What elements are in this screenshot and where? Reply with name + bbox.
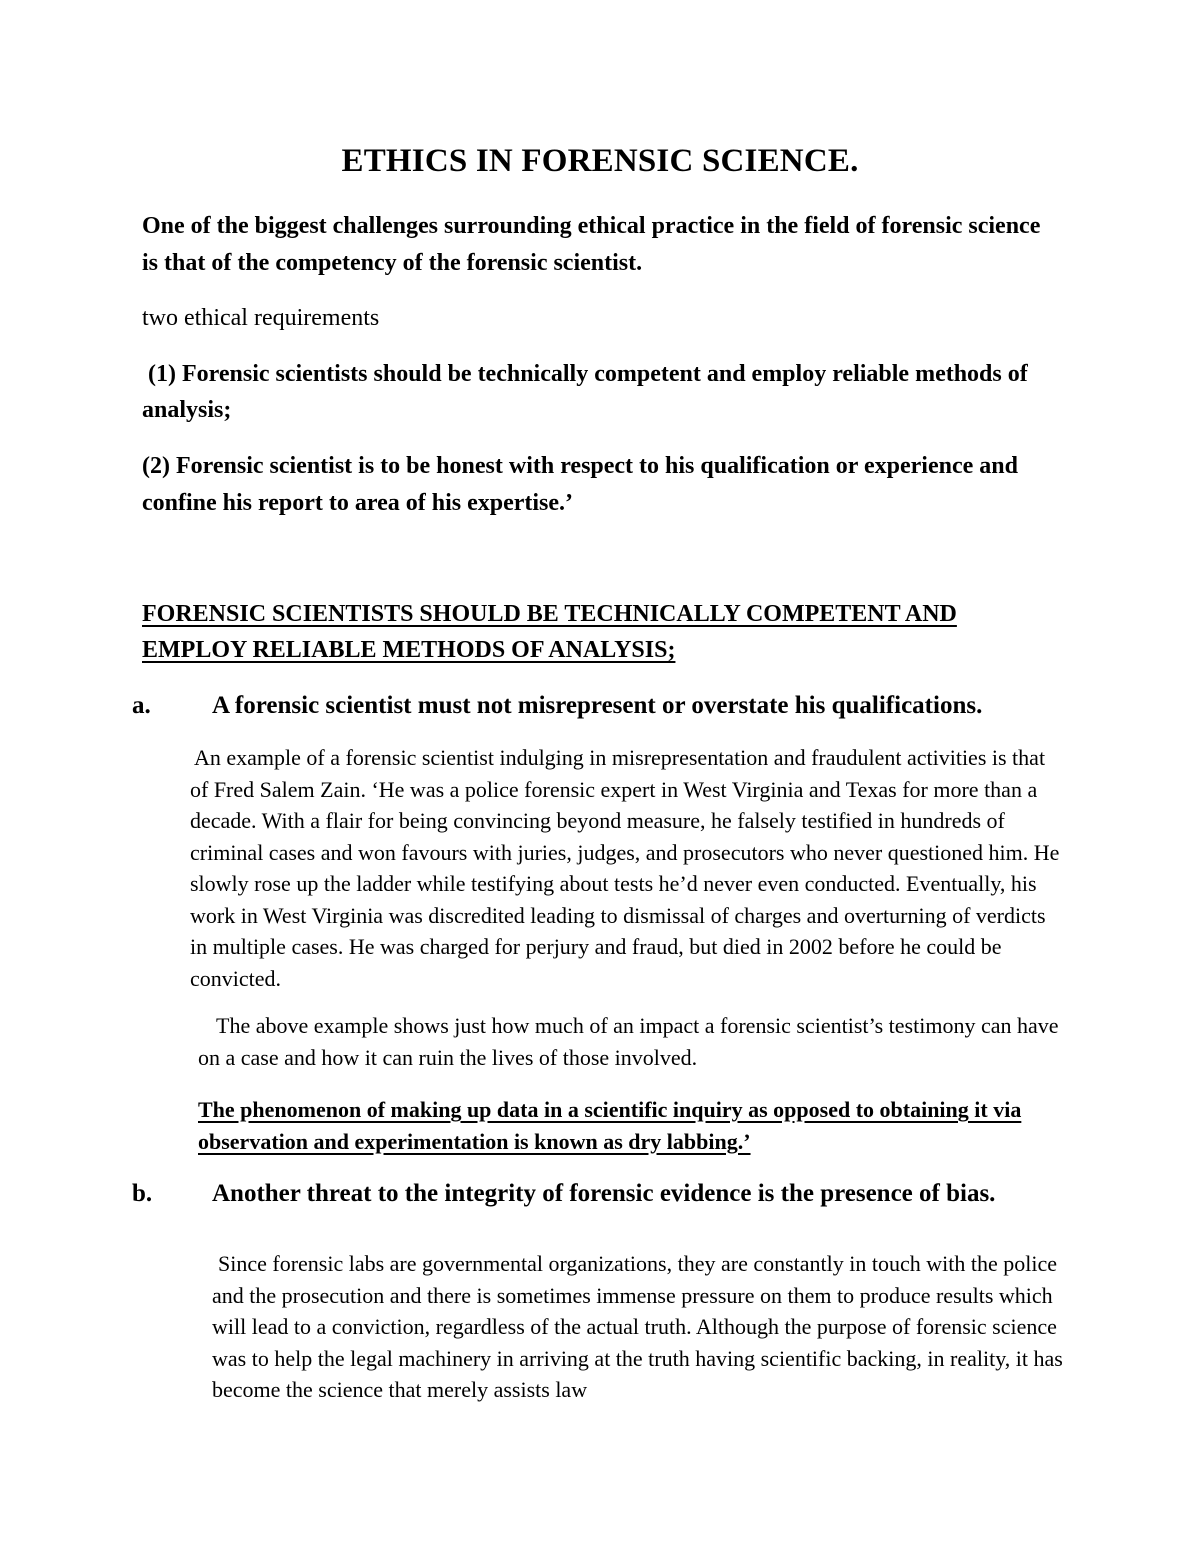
point-b-heading-text: Another threat to the integrity of forensic evidence is the presence of bias.: [212, 1180, 996, 1207]
section-heading: FORENSIC SCIENTISTS SHOULD BE TECHNICALLY COMPETENT AND EMPLOY RELIABLE METHODS OF ANALYSIS;: [142, 601, 957, 663]
point-b-heading: [132, 1176, 1072, 1212]
point-a-heading: [132, 688, 1072, 724]
dry-labbing-definition: The phenomenon of making up data in a scientific inquiry as opposed to obtaining it via observation and experimentation is known as dry labbing.’: [198, 1097, 1022, 1154]
point-b-marker: b.: [132, 1180, 153, 1207]
requirement-1: (1) Forensic scientists should be technically competent and employ reliable methods of analysis;: [142, 361, 1034, 423]
point-a-heading-text: A forensic scientist must not misrepresent or overstate his qualifications.: [212, 692, 983, 719]
page-title: ETHICS IN FORENSIC SCIENCE.: [341, 143, 859, 179]
point-a-marker: a.: [132, 692, 151, 719]
point-a-paragraph-2: The above example shows just how much of an impact a forensic scientist’s testimony can have on a case and how it can ruin the lives of those involved.: [198, 1013, 1059, 1070]
point-b-paragraph-1: Since forensic labs are governmental organizations, they are constantly in touch with the police and the prosecution and there is sometimes immense pressure on them to produce results which will lead to a conviction, regardless of the actual truth. Although the purpose of forensic science was to help the legal machinery in arriving at the truth having scientific backing, in reality, it has become the science that merely assists law: [212, 1251, 1063, 1402]
requirements-label: two ethical requirements: [142, 305, 380, 331]
requirement-2: (2) Forensic scientist is to be honest with respect to his qualification or experience and confine his report to area of his expertise.’: [142, 453, 1018, 516]
intro-paragraph: One of the biggest challenges surrounding ethical practice in the field of forensic science is that of the competency of the forensic scientist.: [142, 213, 1041, 276]
point-a-paragraph-1: An example of a forensic scientist indulging in misrepresentation and fraudulent activities is that of Fred Salem Zain. ‘He was a police forensic expert in West Virginia and Texas for more than a decade. With a flair for being convincing beyond measure, he falsely testified in hundreds of criminal cases and won favours with juries, judges, and prosecutors who never questioned him. He slowly rose up the ladder while testifying about tests he’d never even conducted. Eventually, his work in West Virginia was discredited leading to dismissal of charges and overturning of verdicts in multiple cases. He was charged for perjury and fraud, but died in 2002 before he could be convicted.: [190, 745, 1060, 991]
